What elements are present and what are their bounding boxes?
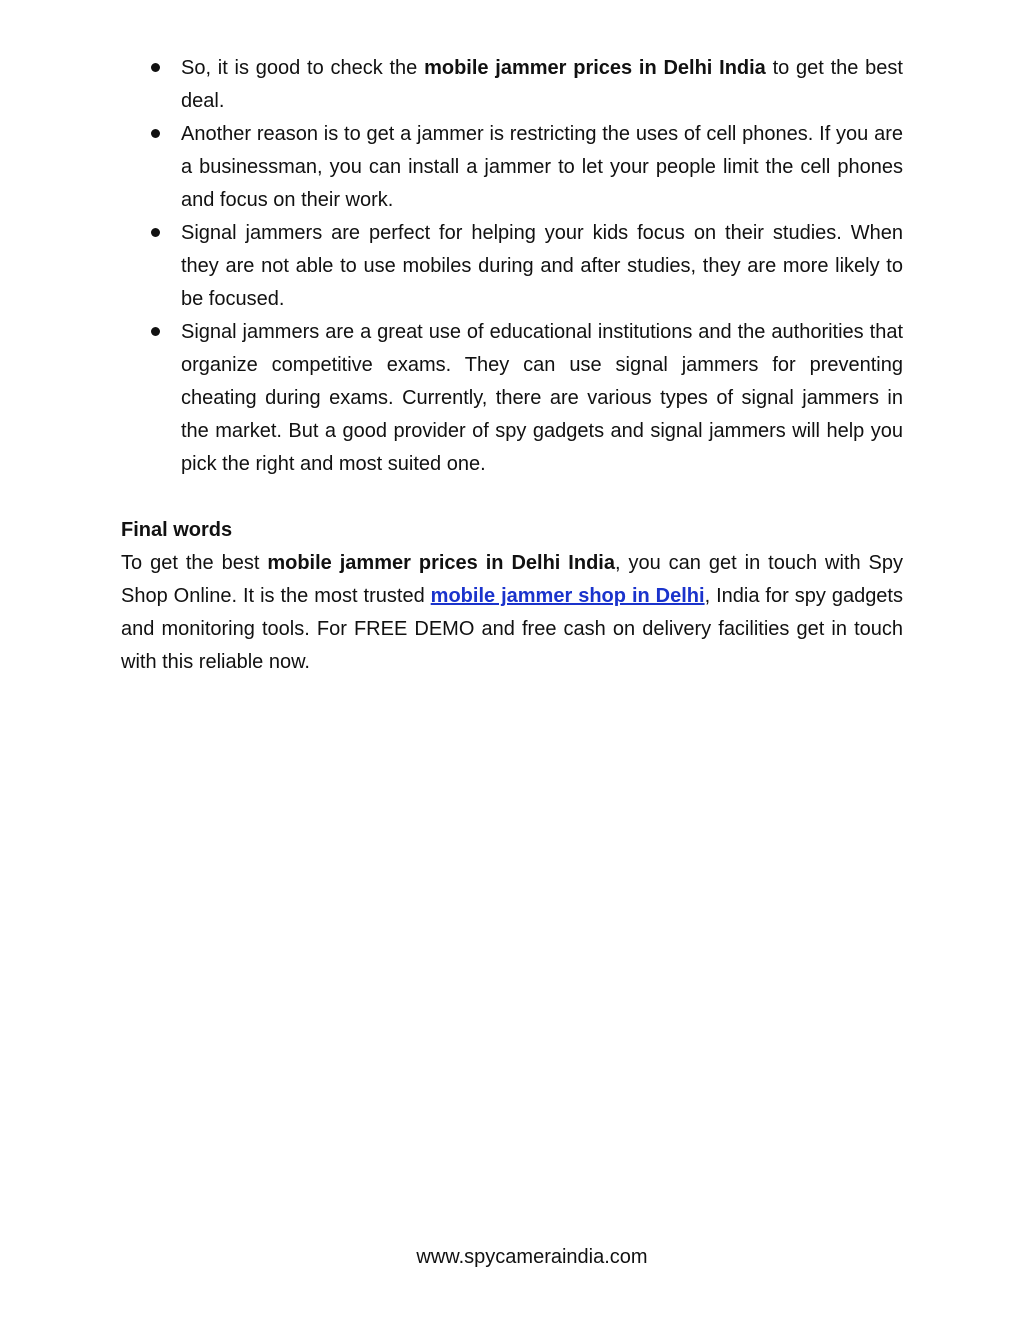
document-body [121, 52, 903, 679]
bullet-icon [151, 327, 160, 336]
final-words-paragraph [121, 547, 903, 679]
list-item-text-bold: mobile jammer prices in Delhi India [424, 57, 766, 79]
list-item [121, 118, 903, 217]
paragraph-text-mid: , you can get in touch with Spy Shop Online. It is the most trusted [121, 552, 903, 607]
bullet-icon [151, 63, 160, 72]
list-item [121, 316, 903, 481]
paragraph-text-bold: mobile jammer prices in Delhi India [267, 552, 615, 574]
list-item [121, 217, 903, 316]
bullet-icon [151, 228, 160, 237]
list-item-text: Signal jammers are a great use of educational institutions and the authorities that organize competitive exams. They can use signal jammers for preventing cheating during exams. Currently, there are various types of signal jammers in the market. But a good provider of spy gadgets and signal jammers will help you pick the right and most suited one. [181, 321, 903, 475]
paragraph-text-pre: To get the best [121, 552, 268, 574]
mobile-jammer-shop-link[interactable]: mobile jammer shop in Delhi [430, 585, 705, 607]
section-heading: Final words [121, 519, 233, 541]
bullet-list [121, 52, 903, 481]
footer-url: www.spycameraindia.com [416, 1246, 648, 1268]
list-item-text-post: to get the best deal. [181, 57, 903, 112]
list-item [121, 52, 903, 118]
paragraph-text-post: , India for spy gadgets and monitoring tools. For FREE DEMO and free cash on delivery facilities get in touch with this reliable now. [121, 585, 903, 673]
list-item-text: Signal jammers are perfect for helping your kids focus on their studies. When they are not able to use mobiles during and after studies, they are more likely to be focused. [181, 222, 903, 310]
list-item-text-pre: So, it is good to check the [181, 57, 425, 79]
list-item-text: Another reason is to get a jammer is restricting the uses of cell phones. If you are a businessman, you can install a jammer to let your people limit the cell phones and focus on their work. [181, 123, 903, 211]
bullet-icon [151, 129, 160, 138]
